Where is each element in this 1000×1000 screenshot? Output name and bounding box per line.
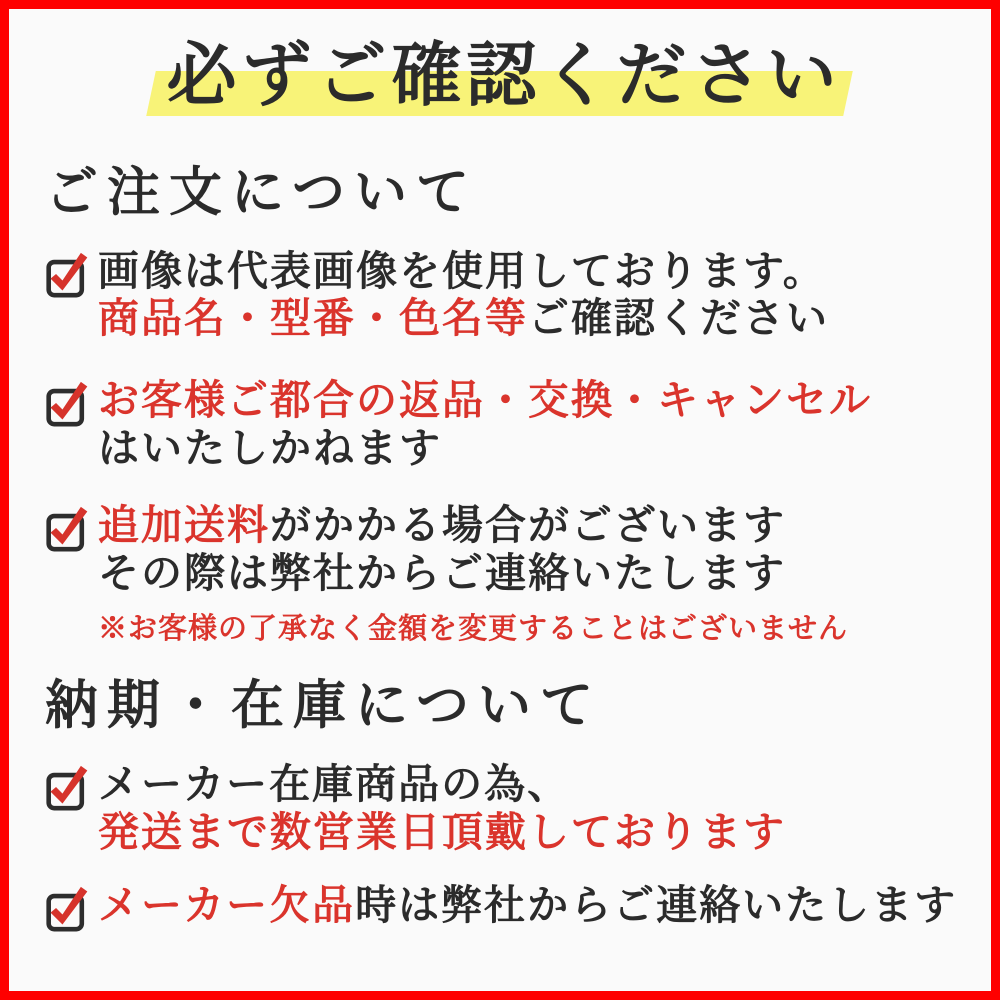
- text-segment: はいたしかねます: [98, 423, 442, 472]
- checkbox-check-icon: [45, 883, 91, 933]
- page-title-inner: [167, 31, 842, 119]
- item-line: [98, 502, 848, 550]
- item-line: [98, 882, 957, 930]
- section-heading-order: ご注文について: [45, 160, 478, 223]
- item-footnote: ※お客様の了承なく金額を変更することはございません: [98, 611, 849, 646]
- text-segment: 画像は代表画像を使用しております。: [98, 246, 826, 295]
- checklist-item-no-returns: [45, 377, 963, 472]
- text-segment: メーカー在庫商品の為、: [98, 760, 571, 809]
- checklist-item-representative-image: [45, 248, 963, 343]
- text-segment: がかかる場合がございます: [270, 501, 786, 550]
- text-segment-emphasis: お客様ご都合の返品・交換・キャンセル: [98, 375, 872, 424]
- item-line: [98, 761, 786, 809]
- item-line: [98, 809, 786, 857]
- item-line: [98, 377, 872, 425]
- text-segment-emphasis: メーカー欠品: [98, 881, 356, 930]
- item-line: [98, 295, 829, 343]
- item-line: [98, 248, 829, 296]
- checkbox-check-icon: [45, 249, 91, 299]
- checkbox-check-icon: [45, 762, 91, 812]
- text-segment-emphasis: 発送まで数営業日頂戴しております: [98, 807, 786, 856]
- page-title: 必ずご確認ください: [166, 33, 842, 116]
- text-segment-emphasis: 商品名・型番・色名等: [98, 294, 528, 343]
- section-heading-delivery-stock: 納期・在庫について: [45, 673, 602, 736]
- checklist-item-extra-shipping: [45, 502, 963, 646]
- item-text: [98, 377, 872, 472]
- item-text: [98, 248, 829, 343]
- checkbox-check-icon: [45, 503, 91, 553]
- item-text: [98, 761, 786, 856]
- page-title-wrap: [45, 31, 963, 119]
- item-text: [98, 882, 957, 930]
- item-line: [98, 425, 872, 473]
- text-segment: 時は弊社からご連絡いたします: [355, 881, 958, 930]
- text-segment: ご確認ください: [528, 294, 829, 343]
- item-text: [98, 502, 848, 646]
- checkbox-check-icon: [45, 378, 91, 428]
- item-line: [98, 550, 848, 598]
- text-segment: その際は弊社からご連絡いたします: [98, 548, 786, 597]
- checklist-item-maker-out-of-stock: [45, 882, 963, 933]
- text-segment-emphasis: 追加送料: [98, 501, 270, 550]
- checklist-item-maker-stock: [45, 761, 963, 856]
